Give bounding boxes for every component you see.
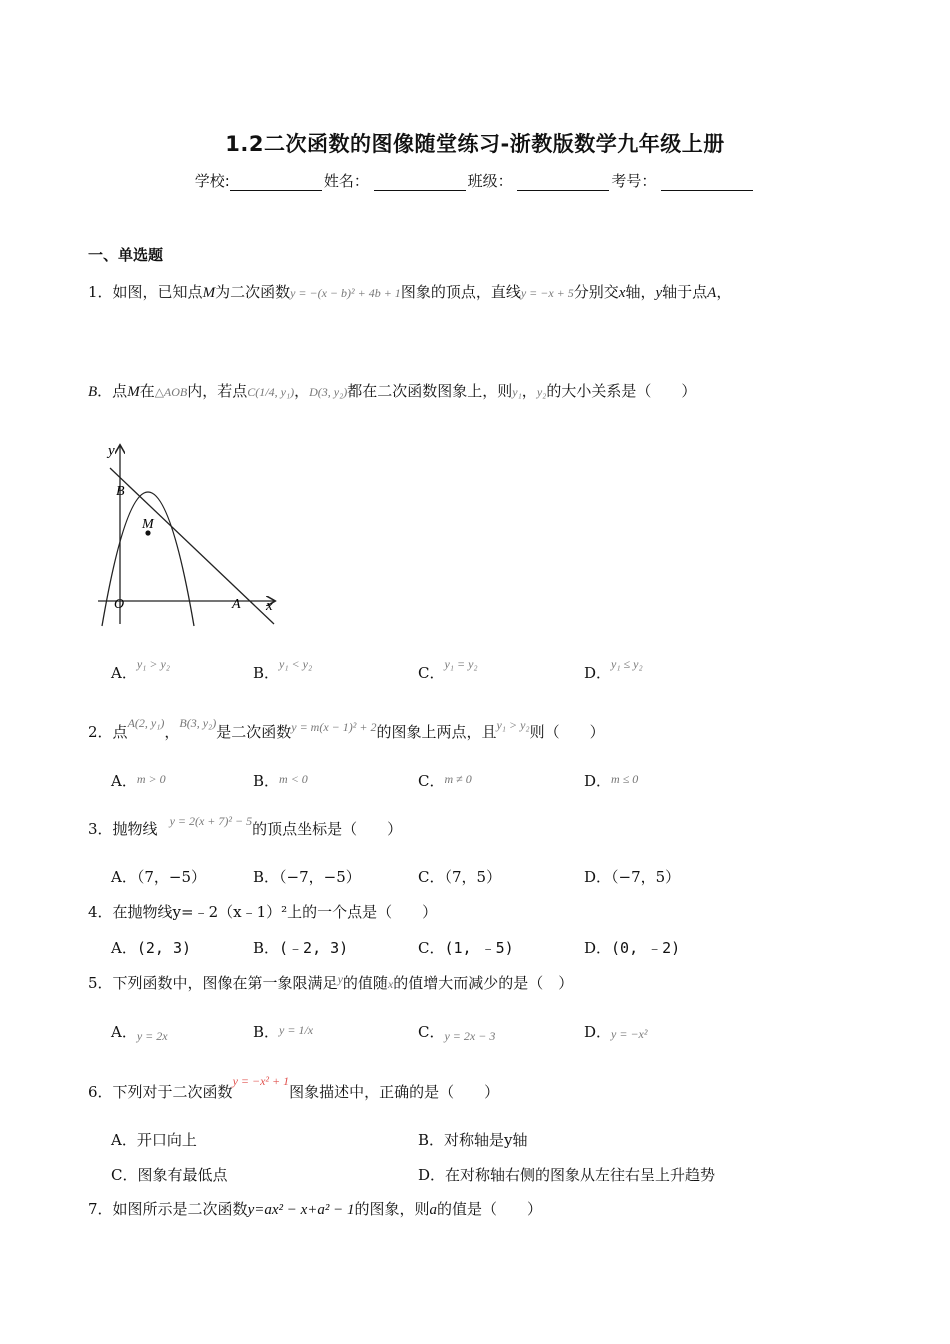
q2-option-d[interactable]: D．$^{m \le 0}$ [584, 772, 639, 790]
q6-option-a[interactable]: A．开口向上 [111, 1131, 197, 1149]
q5-option-b[interactable]: B．$^{y = 1/x}$ [253, 1023, 314, 1041]
question-5: 5．下列函数中，图像在第一象限满足$^y$的值随x的值增大而减少的是（ ） [88, 972, 574, 992]
student-info-line [0, 170, 950, 191]
q3-option-d[interactable]: D．（−7，5） [584, 868, 681, 886]
q6-option-d[interactable]: D．在对称轴右侧的图象从左往右呈上升趋势 [418, 1166, 716, 1184]
q4-option-d[interactable]: D．(0, ﹣2) [584, 939, 681, 957]
q3-option-b[interactable]: B．（−7，−5） [253, 868, 361, 886]
question-2: 2．点$^{A(2, y_1)}$，$^{B(3, y_2)}$是二次函数$^{y = m(x - 1)^2 + 2}$的图象上两点，且$^{y_1 > y_2}$则（ ） [88, 716, 605, 741]
q5-option-a[interactable]: A．$_{y = 2x}$ [111, 1023, 168, 1043]
section-heading: 一、单选题 [88, 246, 164, 264]
question-3: 3．抛物线 $^{y = 2(x + 7)^2 - 5}$的顶点坐标是（ ） [88, 814, 403, 838]
q1-figure [98, 438, 284, 628]
school-blank[interactable] [230, 175, 322, 191]
q1-option-d[interactable]: D．$^{y_1 \le y_2}$ [584, 657, 643, 682]
fig-label-a: A [232, 597, 241, 612]
q2-option-c[interactable]: C．$^{m \ne 0}$ [418, 772, 472, 790]
question-1-line-1: 1．如图，已知点M为二次函数y = −(x − b)² + 4b + 1图象的顶点，直线y = −x + 5分别交x轴，y轴于点A， [88, 283, 732, 301]
fig-label-b: B [116, 484, 125, 499]
fig-label-y: y [108, 443, 115, 459]
fig-label-o: O [114, 597, 125, 612]
q1-option-a[interactable]: A．$^{y_1 > y_2}$ [111, 657, 170, 682]
q2-option-b[interactable]: B．$^{m < 0}$ [253, 772, 308, 790]
name-label: 姓名： [323, 172, 369, 190]
q2-option-a[interactable]: A．$^{m > 0}$ [111, 772, 166, 790]
q4-option-a[interactable]: A．(2, 3) [111, 939, 192, 957]
page-title: 1.2二次函数的图像随堂练习-浙教版数学九年级上册 [225, 132, 725, 156]
fig-label-m: M [142, 517, 154, 532]
q3-option-c[interactable]: C．（7，5） [418, 868, 502, 886]
q6-option-b[interactable]: B．对称轴是y轴 [418, 1131, 528, 1149]
class-label: 班级： [467, 172, 513, 190]
name-blank[interactable] [374, 175, 466, 191]
q1-function-formula: y = −(x − b)² + 4b + 1 [290, 286, 401, 300]
q1-line-formula: y = −x + 5 [520, 286, 574, 300]
class-blank[interactable] [517, 175, 609, 191]
exam-label: 考号： [611, 172, 657, 190]
question-7: 7．如图所示是二次函数y=ax² − x+a² − 1的图象，则a的值是（ ） [88, 1200, 543, 1218]
q1-option-c[interactable]: C．$^{y_1 = y_2}$ [418, 657, 478, 682]
point-c: C(1/4, y₁) [247, 385, 295, 399]
school-label: 学校: [194, 172, 230, 190]
q3-option-a[interactable]: A．（7，−5） [111, 868, 206, 886]
q4-option-c[interactable]: C．(1, ﹣5) [418, 939, 514, 957]
fig-label-x: x [266, 598, 273, 614]
question-1-line-2: B．点M在△AOB内，若点C(1/4, y₁)，D(3, y₂)都在二次函数图象上，则y₁，y₂的大小关系是（ ） [88, 382, 697, 400]
question-4: 4．在抛物线y=﹣2（x﹣1）²上的一个点是（ ） [88, 903, 438, 921]
q5-option-c[interactable]: C．$_{y = 2x - 3}$ [418, 1023, 496, 1043]
point-d: D(3, y₂) [309, 385, 348, 399]
exam-blank[interactable] [661, 175, 753, 191]
q6-option-c[interactable]: C．图象有最低点 [111, 1166, 228, 1184]
question-6: 6．下列对于二次函数$^{y = -x^2 + 1}$图象描述中，正确的是（ ） [88, 1074, 500, 1101]
q1-option-b[interactable]: B．$^{y_1 < y_2}$ [253, 657, 313, 682]
q5-option-d[interactable]: D．y = −x² [584, 1023, 648, 1041]
q6-function-formula: y = −x² + 1 [232, 1074, 290, 1088]
q4-option-b[interactable]: B．(﹣2, 3) [253, 939, 349, 957]
